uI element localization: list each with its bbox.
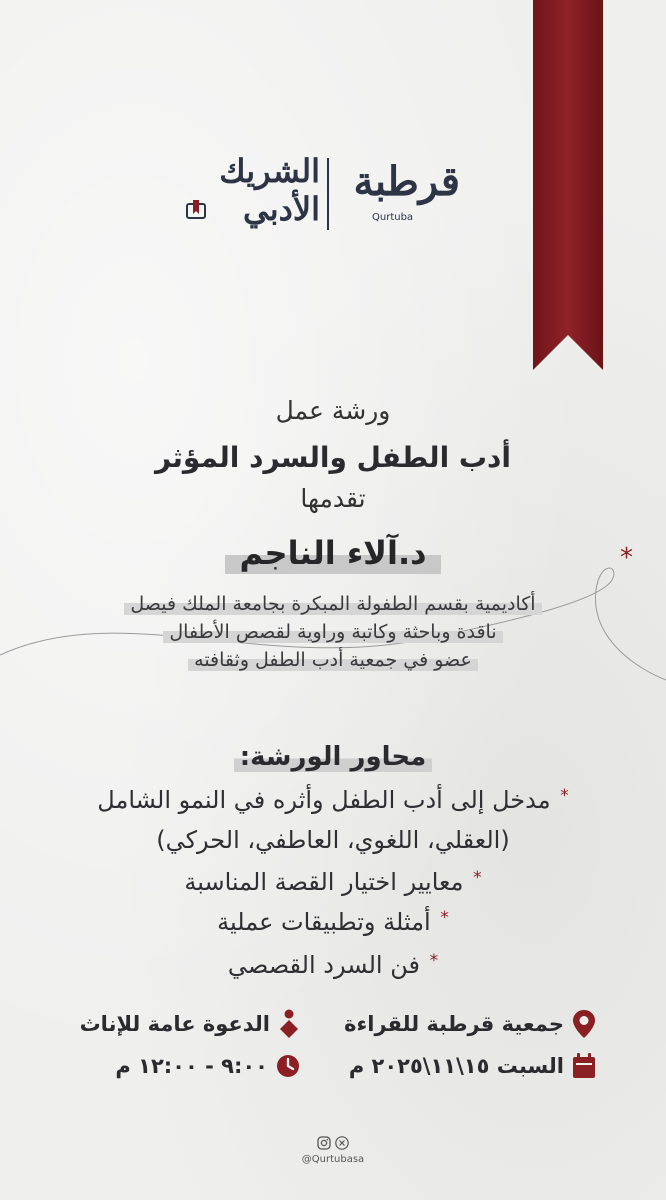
star-decoration: * — [620, 543, 633, 573]
literary-partner-logo — [180, 152, 320, 238]
bio-line: ناقدة وباحثة وكاتبة وراوية لقصص الأطفال — [0, 621, 666, 643]
location-text: جمعية قرطبة للقراءة — [344, 1012, 564, 1036]
axes-title: محاور الورشة: — [0, 742, 666, 772]
invitation-text: الدعوة عامة للإناث — [79, 1012, 270, 1036]
date-info — [349, 1050, 596, 1082]
axis-item-continuation: (العقلي، اللغوي، العاطفي، الحركي) — [156, 826, 510, 854]
ribbon-decoration — [533, 0, 603, 370]
social-footer — [0, 1136, 666, 1186]
bookmark-icon — [186, 200, 206, 224]
qurtuba-logo — [340, 160, 460, 230]
invitation-info — [80, 1008, 300, 1040]
workshop-label: ورشة عمل — [275, 396, 391, 425]
logos-header — [180, 150, 480, 240]
female-icon — [278, 1009, 300, 1039]
time-text: ٩:٠٠ - ١٢:٠٠ م — [115, 1054, 268, 1078]
qurtuba-logo-english: Qurtuba — [372, 212, 414, 223]
bio-line: أكاديمية بقسم الطفولة المبكرة بجامعة الملك فيصل — [0, 593, 666, 615]
workshop-title: أدب الطفل والسرد المؤثر — [154, 441, 512, 474]
time-info — [115, 1050, 300, 1082]
qurtuba-logo-arabic: قرطبة — [353, 158, 460, 205]
location-info — [344, 1008, 596, 1040]
bullet-star: * — [440, 908, 449, 928]
map-pin-icon — [572, 1009, 596, 1039]
partner-logo-line1: الشريك — [219, 152, 320, 190]
presenter-name: د.آلاء الناجم — [225, 532, 440, 574]
axis-item: * أمثلة وتطبيقات عملية — [217, 908, 449, 936]
axis-item: * فن السرد القصصي — [227, 951, 439, 979]
social-handle[interactable]: @Qurtubasa — [301, 1154, 365, 1165]
bio-line: عضو في جمعية أدب الطفل وثقافته — [0, 649, 666, 671]
x-icon[interactable] — [335, 1136, 349, 1150]
date-text: السبت ١٥\١١\٢٠٢٥ م — [348, 1054, 564, 1078]
logo-divider — [327, 158, 329, 230]
bullet-star: * — [560, 786, 569, 806]
presenter-name-wrap — [0, 532, 666, 574]
axis-item: * معايير اختيار القصة المناسبة — [184, 868, 482, 896]
instagram-icon[interactable] — [317, 1136, 331, 1150]
axis-item: * مدخل إلى أدب الطفل وأثره في النمو الشامل — [97, 786, 569, 814]
partner-logo-line2: الأدبي — [243, 190, 320, 228]
clock-icon — [276, 1054, 300, 1078]
presented-by-label: تقدمها — [300, 484, 366, 513]
calendar-icon — [572, 1053, 596, 1079]
bullet-star: * — [429, 951, 439, 971]
bullet-star: * — [473, 868, 482, 888]
